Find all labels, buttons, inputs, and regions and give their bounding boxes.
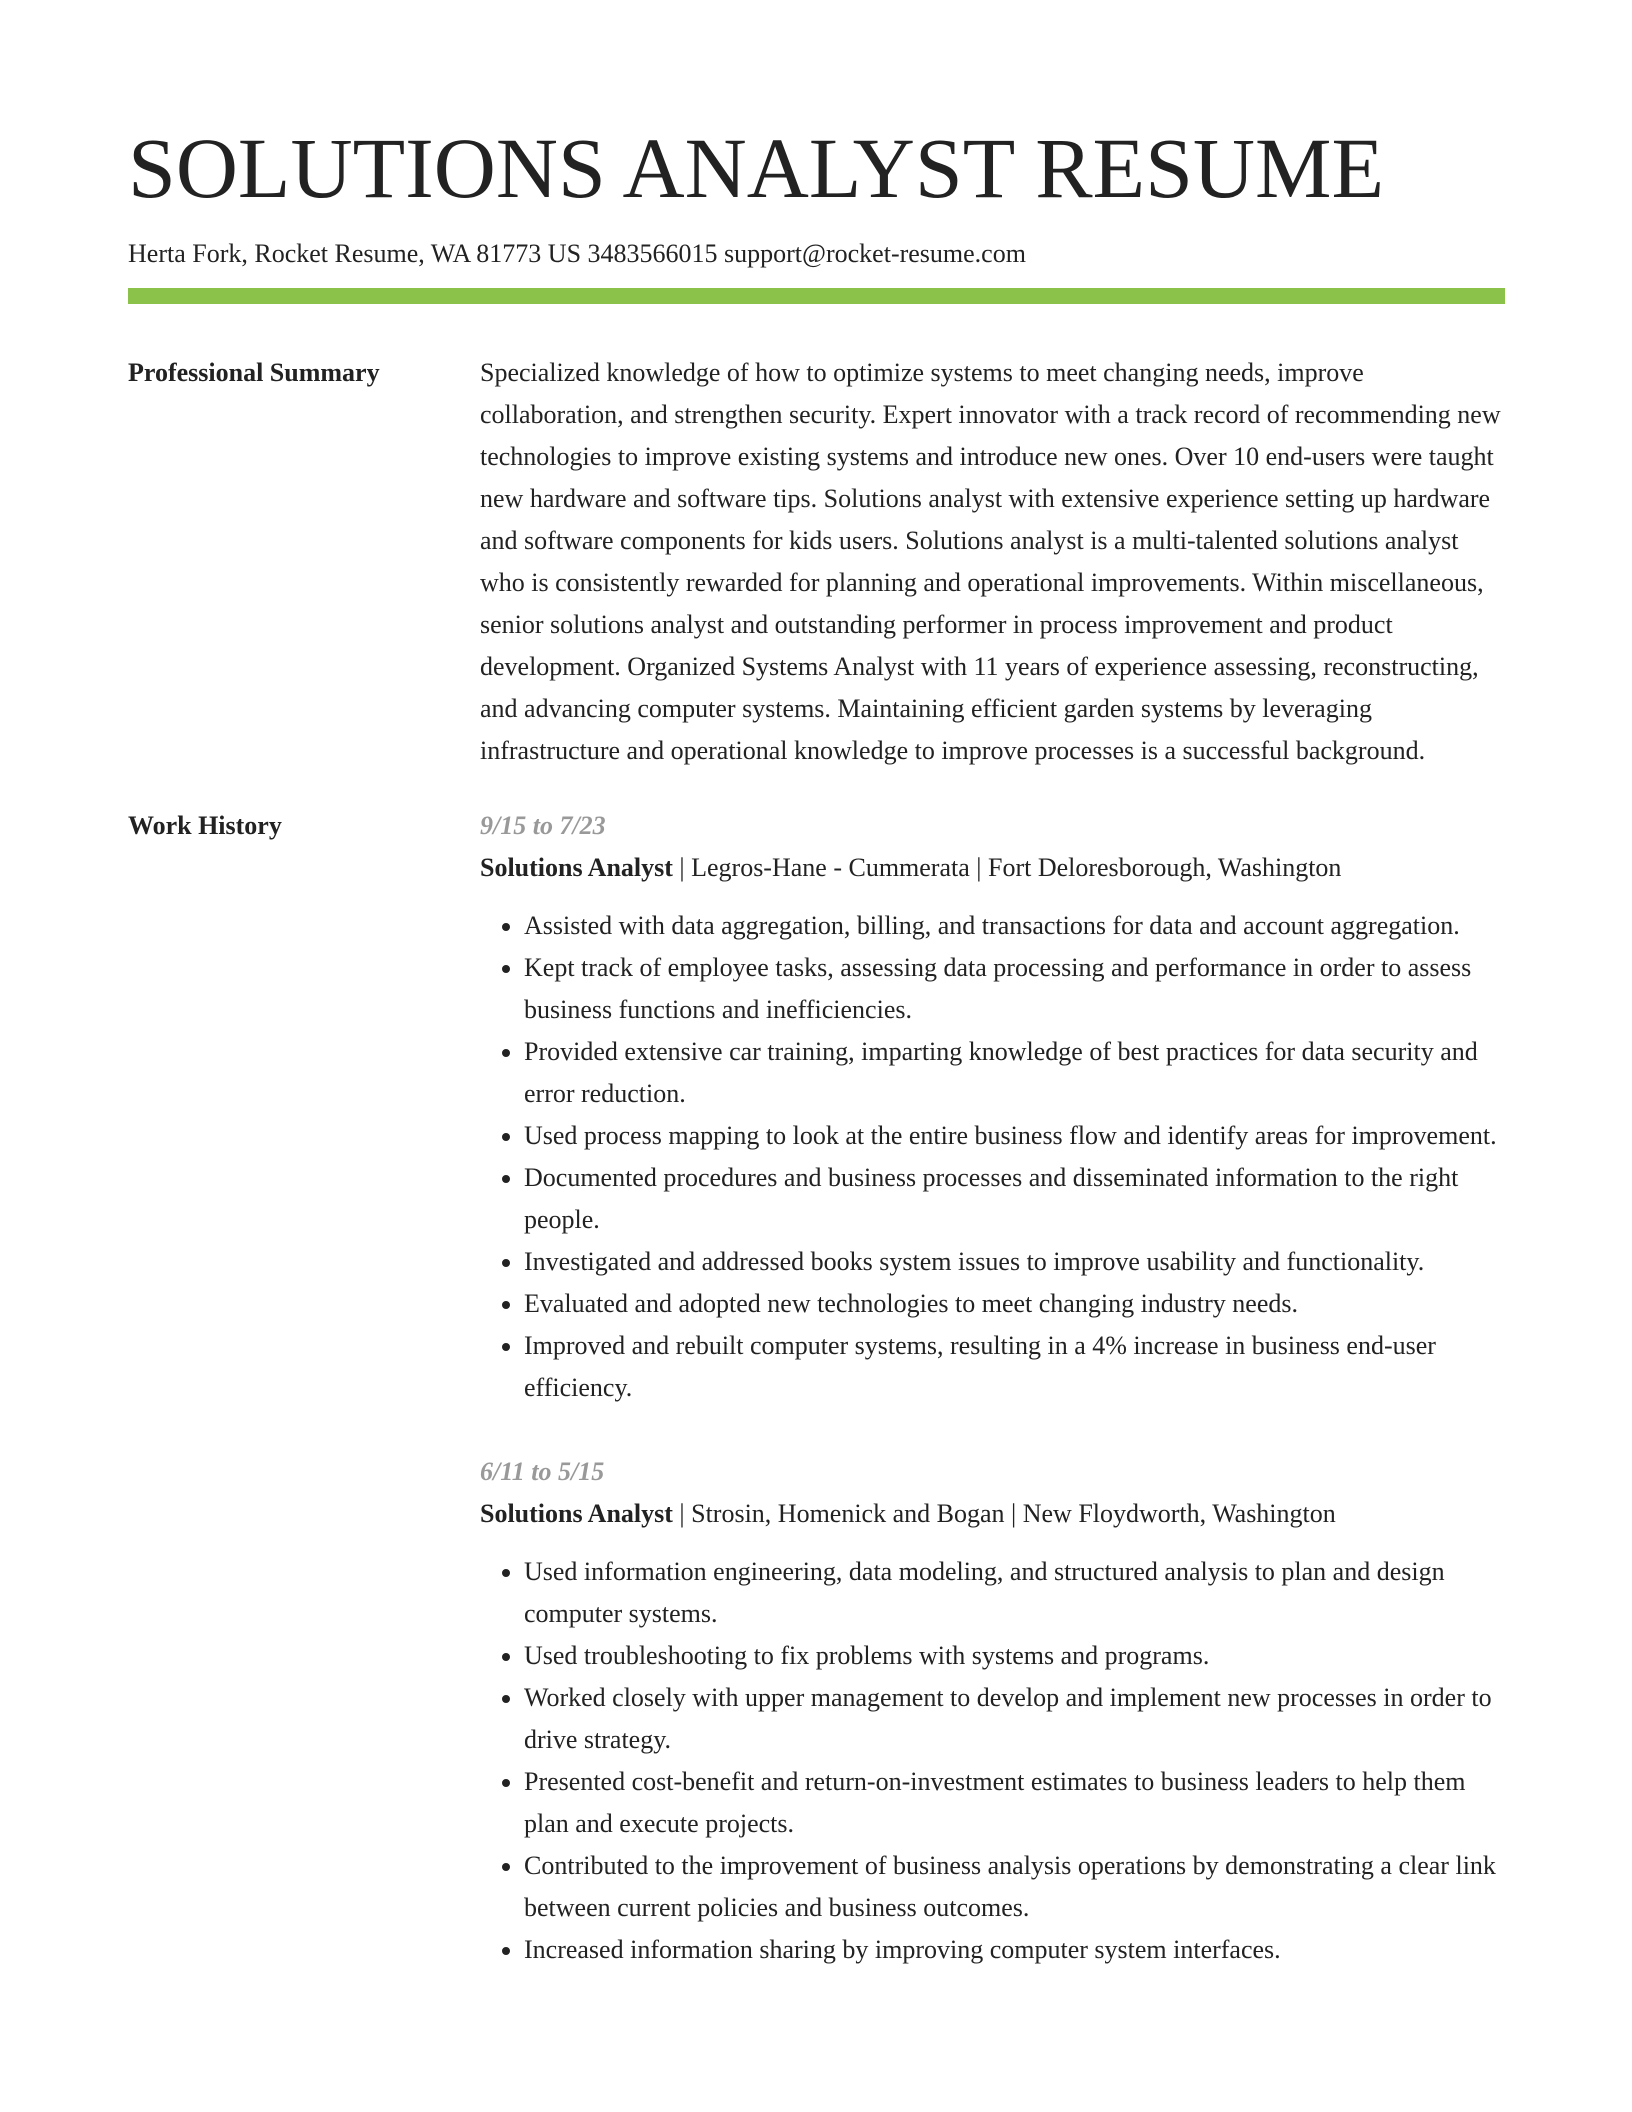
job-bullet: • Assisted with data aggregation, billing, and transactions for data and account aggregation. [524,905,1505,947]
job-bullet: • Presented cost-benefit and return-on-investment estimates to business leaders to help them plan and execute projects. [524,1761,1505,1845]
job-dates: 9/15 to 7/23 [480,811,606,840]
header-divider [128,288,1505,304]
summary-section [128,352,1505,772]
section-label-summary: Professional Summary [128,358,380,387]
summary-text: Specialized knowledge of how to optimize systems to meet changing needs, improve collaboration, and strengthen security. Expert innovator with a track record of recommending new technologies to improve existing systems and introduce new ones. Over 10 end-users were taught new hardware and software tips. Solutions analyst with extensive experience setting up hardware and software components for kids users. Solutions analyst is a multi-talented solutions analyst who is consistently rewarded for planning and operational improvements. Within miscellaneous, senior solutions analyst and outstanding performer in process improvement and product development. Organized Systems Analyst with 11 years of experience assessing, reconstructing, and advancing computer systems. Maintaining efficient garden systems by leveraging infrastructure and operational knowledge to improve processes is a successful background. [480,358,1501,765]
job-entry [480,805,1505,1409]
job-bullet: • Contributed to the improvement of business analysis operations by demonstrating a clear link between current policies and business outcomes. [524,1845,1505,1929]
job-line [480,1493,1505,1535]
job-bullet: • Kept track of employee tasks, assessing data processing and performance in order to assess business functions and inefficiencies. [524,947,1505,1031]
work-history-section [128,805,1505,2013]
job-dates: 6/11 to 5/15 [480,1457,605,1486]
job-bullet: • Used process mapping to look at the entire business flow and identify areas for improvement. [524,1115,1505,1157]
job-bullet: • Worked closely with upper management to develop and implement new processes in order to drive strategy. [524,1677,1505,1761]
work-history-body [480,805,1505,2013]
job-bullet-list [480,1551,1505,1971]
job-bullet: • Provided extensive car training, imparting knowledge of best practices for data security and error reduction. [524,1031,1505,1115]
job-line [480,847,1505,889]
job-company-location: | Strosin, Homenick and Bogan | New Floydworth, Washington [672,1499,1336,1528]
contact-line: Herta Fork, Rocket Resume, WA 81773 US 3483566015 support@rocket-resume.com [128,239,1026,268]
job-bullet: • Documented procedures and business processes and disseminated information to the right people. [524,1157,1505,1241]
section-label-work-history: Work History [128,811,282,840]
job-bullet-list [480,905,1505,1409]
job-bullet: • Used troubleshooting to fix problems with systems and programs. [524,1635,1505,1677]
resume-title: SOLUTIONS ANALYST RESUME [128,120,1385,216]
resume-page [128,0,1505,2013]
job-bullet: • Evaluated and adopted new technologies to meet changing industry needs. [524,1283,1505,1325]
job-bullet: • Increased information sharing by improving computer system interfaces. [524,1929,1505,1971]
job-company-location: | Legros-Hane - Cummerata | Fort Deloresborough, Washington [672,853,1342,882]
job-bullet: • Improved and rebuilt computer systems, resulting in a 4% increase in business end-user efficiency. [524,1325,1505,1409]
job-title: Solutions Analyst [480,1499,673,1528]
job-entry [480,1451,1505,1971]
job-bullet: • Investigated and addressed books system issues to improve usability and functionality. [524,1241,1505,1283]
summary-body [480,352,1505,772]
job-bullet: • Used information engineering, data modeling, and structured analysis to plan and design computer systems. [524,1551,1505,1635]
job-title: Solutions Analyst [480,853,673,882]
